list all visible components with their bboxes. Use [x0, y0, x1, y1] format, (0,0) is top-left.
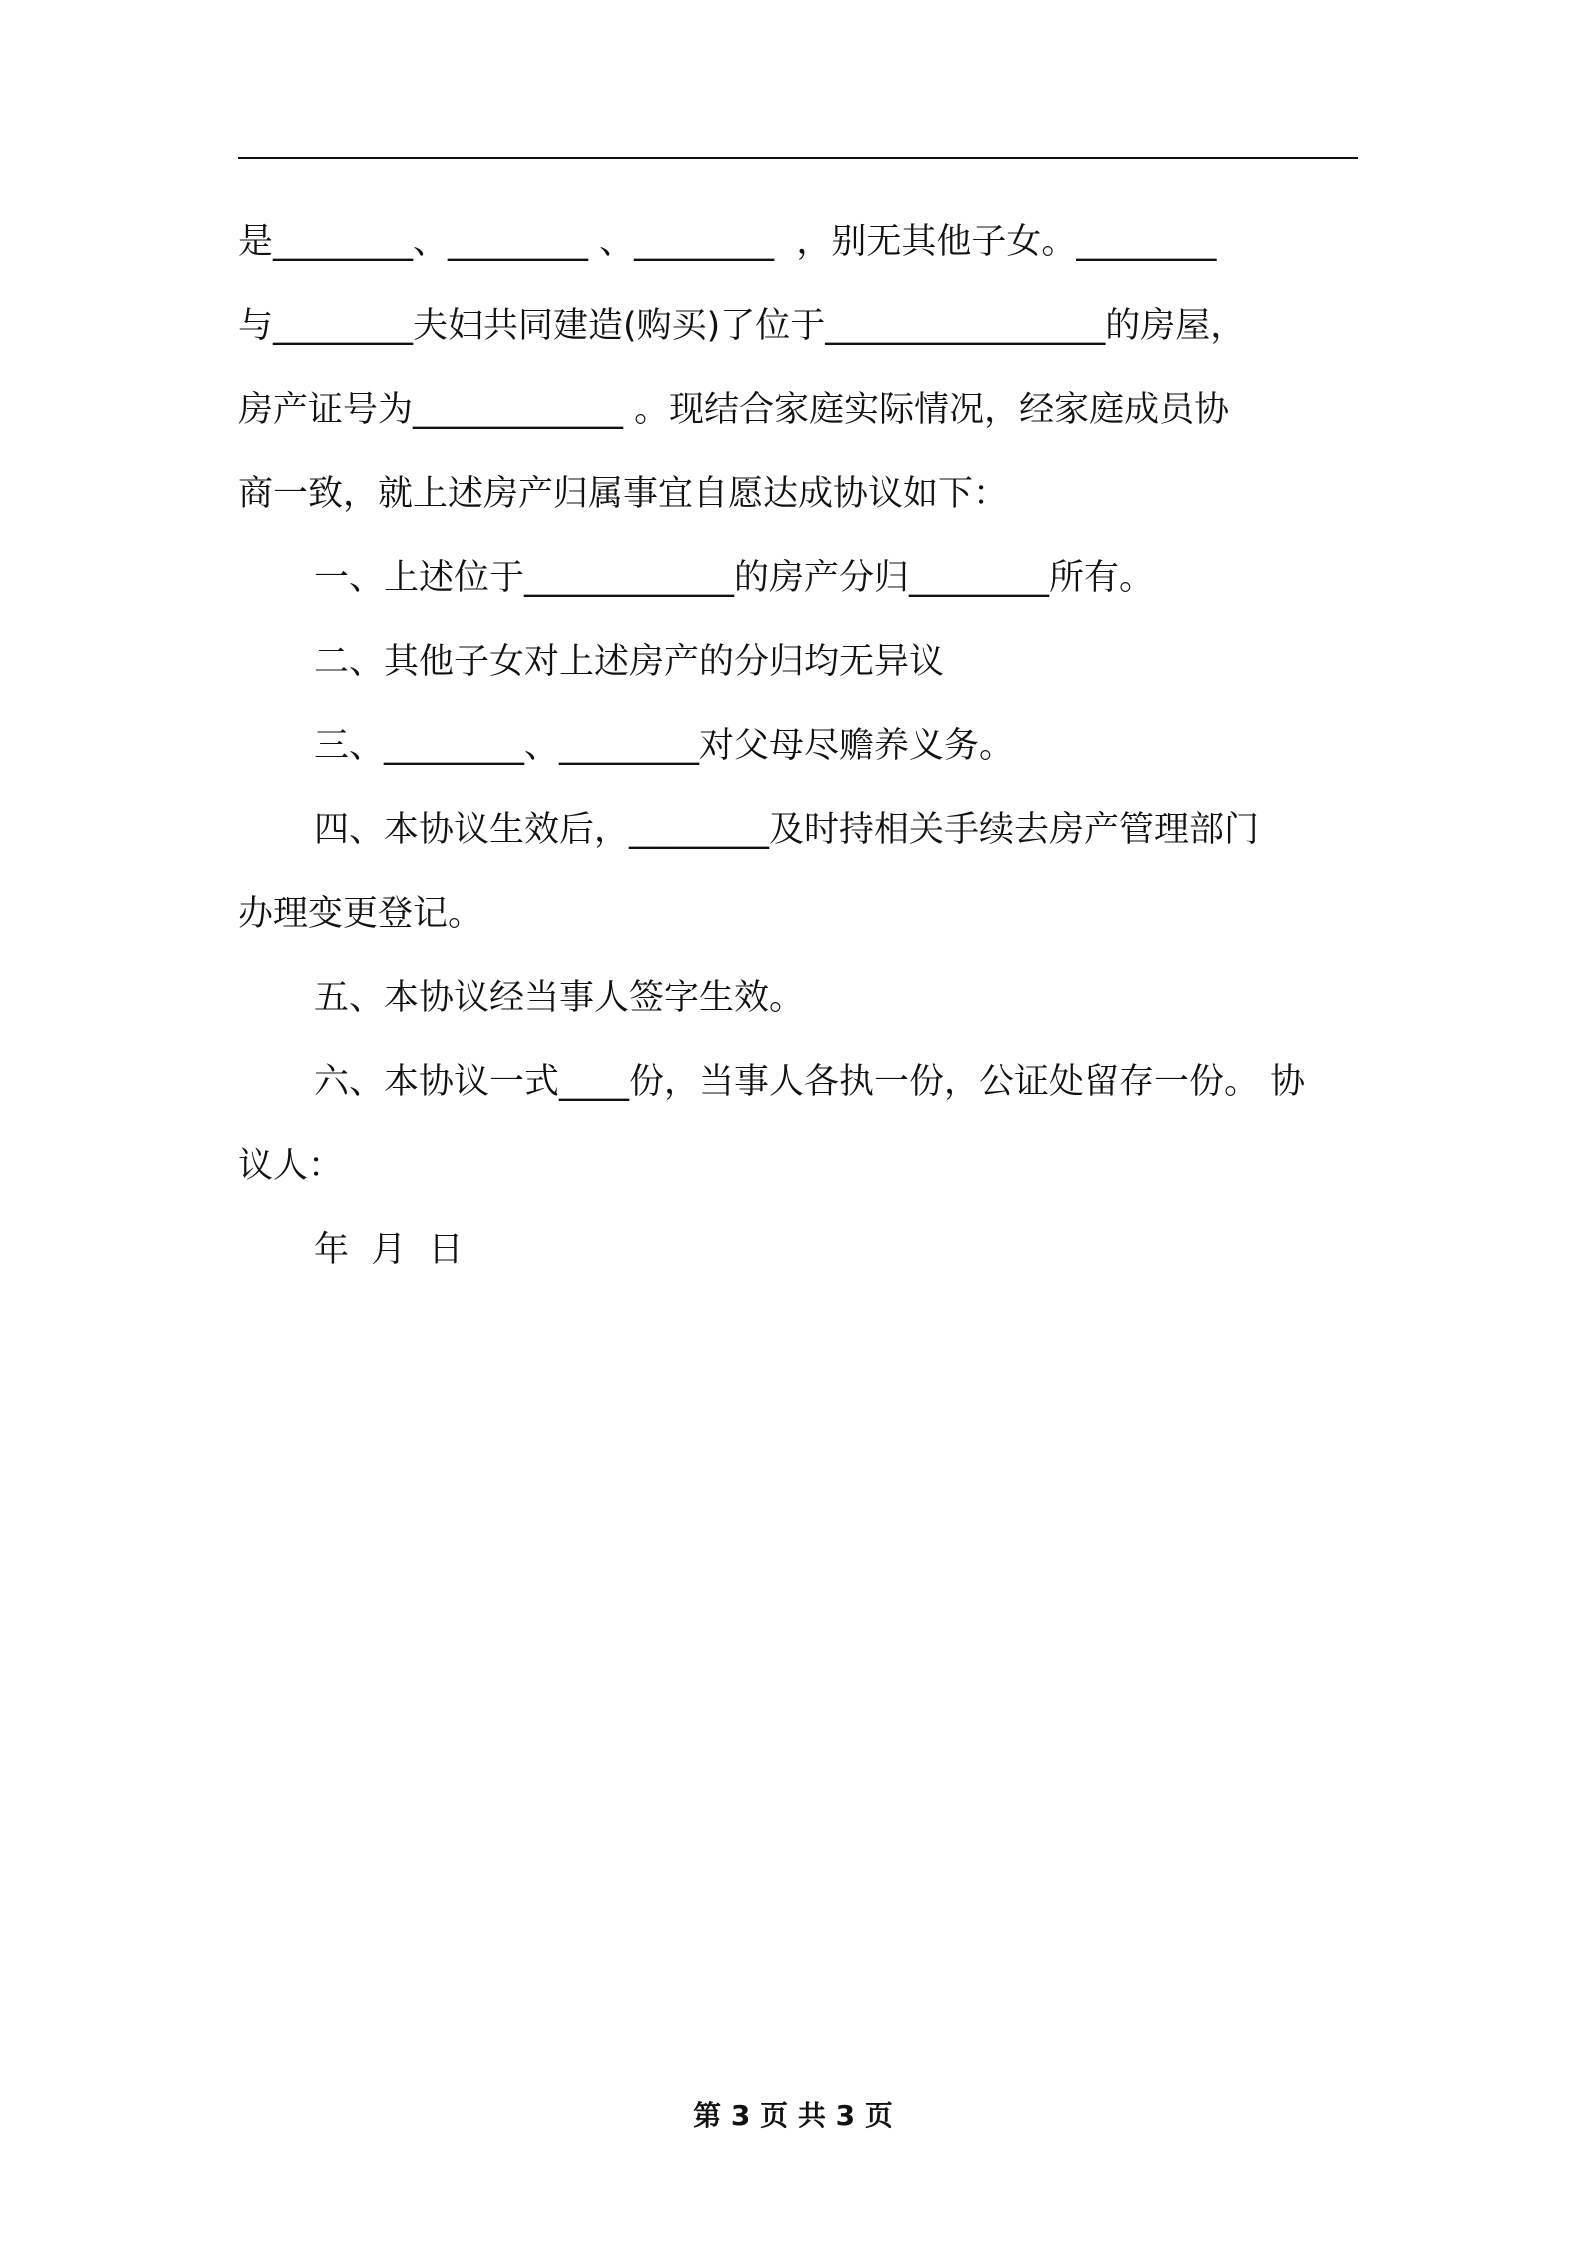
agreement-body: [238, 200, 1358, 1292]
clause-1: 一、上述位于____________的房产分归________所有。: [314, 558, 1155, 598]
page-number: 第 3 页 共 3 页: [693, 2099, 893, 2132]
header-rule: [238, 157, 1358, 159]
signatory-label: 议人：: [238, 1146, 344, 1186]
clause-4-continuation: 办理变更登记。: [238, 894, 484, 934]
clause-5: 五、本协议经当事人签字生效。: [314, 978, 805, 1018]
paragraph-line: 房产证号为____________ 。现结合家庭实际情况，经家庭成员协: [238, 390, 1230, 430]
date-line: 年 月 日: [314, 1230, 464, 1270]
clause-2: 二、其他子女对上述房产的分归均无异议: [314, 642, 945, 682]
clause-4: 四、本协议生效后，________及时持相关手续去房产管理部门: [314, 810, 1260, 850]
paragraph-line: 商一致，就上述房产归属事宜自愿达成协议如下：: [238, 474, 1009, 514]
paragraph-line: 与________夫妇共同建造(购买)了位于________________的房屋，: [238, 306, 1246, 346]
clause-6: 六、本协议一式____份，当事人各执一份，公证处留存一份。 协: [314, 1062, 1306, 1102]
paragraph-line: 是________、________ 、________ ，别无其他子女。________: [238, 222, 1217, 262]
clause-3: 三、________、________对父母尽赡养义务。: [314, 726, 1015, 766]
